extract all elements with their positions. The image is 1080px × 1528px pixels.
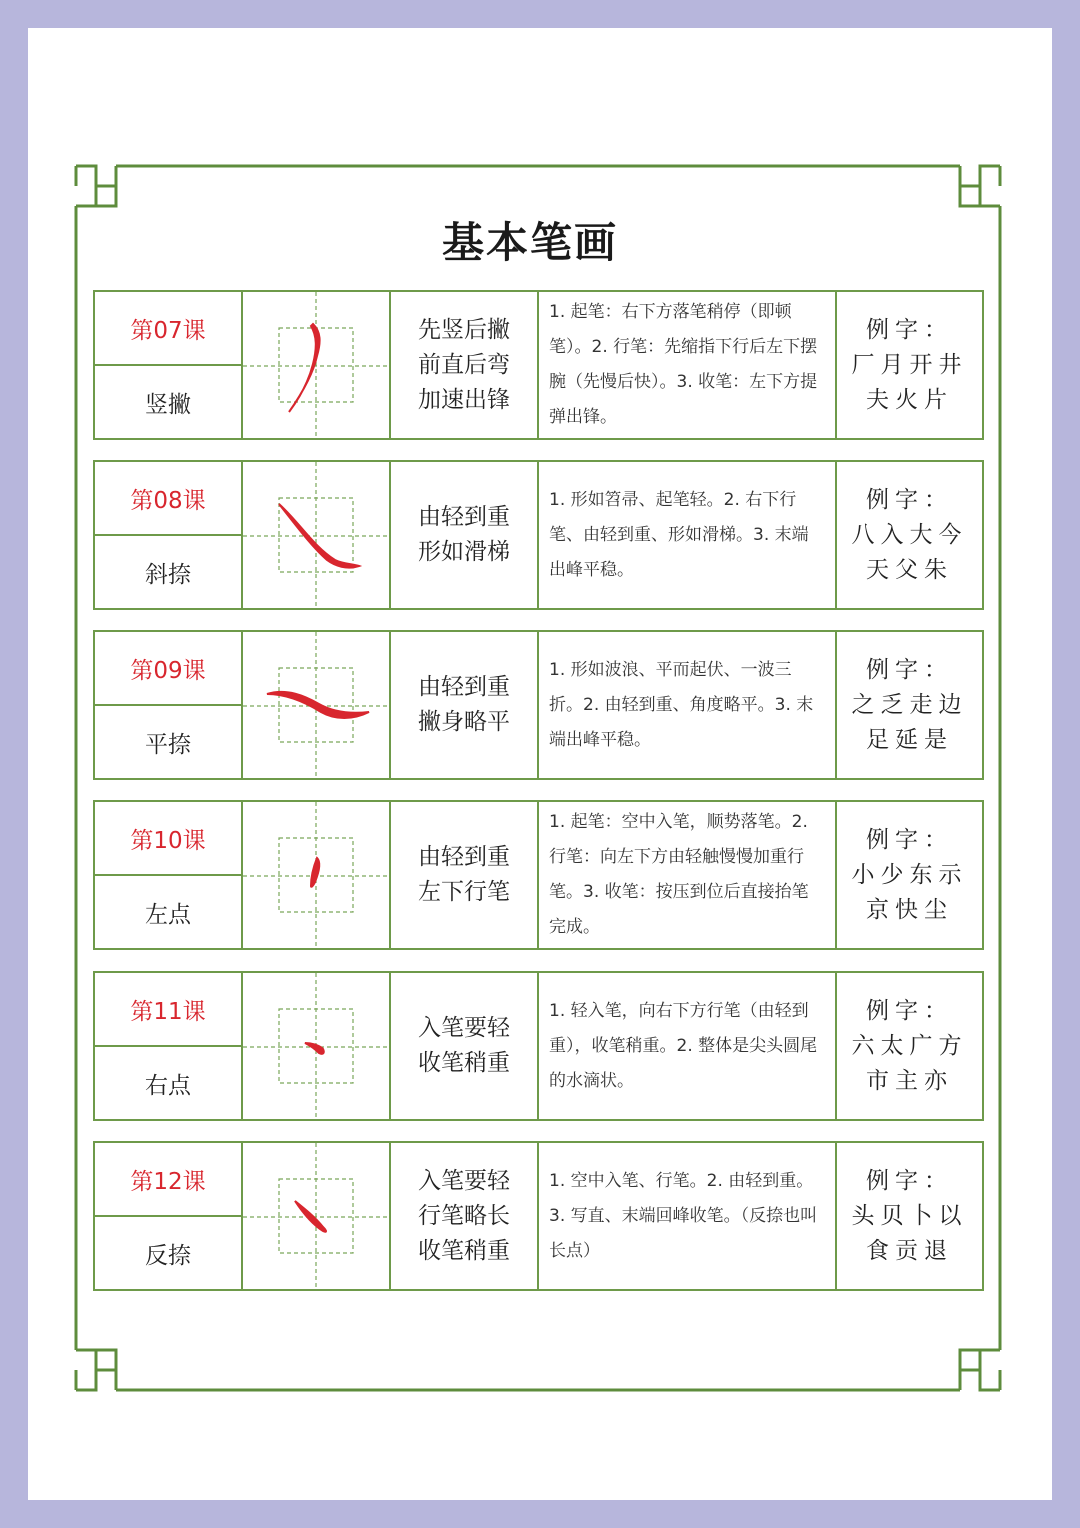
- stroke-practice-grid: [243, 802, 391, 948]
- lesson-number: 第08课: [95, 462, 241, 536]
- examples-cell: [837, 973, 982, 1119]
- example-label: 例字：: [866, 656, 953, 683]
- description-text: 1. 形如笤帚、起笔轻。2. 右下行笔、由轻到重、形如滑梯。3. 末端出峰平稳。: [549, 489, 809, 580]
- stroke-practice-grid: [243, 292, 391, 438]
- description-cell: [539, 292, 837, 438]
- tips-cell: [391, 802, 539, 948]
- example-chars: 市主亦: [866, 1067, 953, 1094]
- tips-cell: [391, 973, 539, 1119]
- lesson-row-08: [93, 460, 984, 610]
- page-title: 基本笔画: [441, 218, 618, 267]
- tip-line: 由轻到重: [418, 674, 510, 700]
- description-text: 1. 起笔：空中入笔，顺势落笔。2. 行笔：向左下方由轻触慢慢加重行笔。3. 收笔：按压到位后直接抬笔完成。: [549, 812, 809, 937]
- examples-cell: [837, 632, 982, 778]
- examples-cell: [837, 1143, 982, 1289]
- stroke-illustration: [243, 1143, 389, 1289]
- tips-cell: [391, 632, 539, 778]
- tip-line: 收笔稍重: [418, 1237, 510, 1264]
- lesson-name-cell: [95, 462, 243, 608]
- description-cell: [539, 632, 837, 778]
- description-text: 1. 起笔：右下方落笔稍停（即顿笔）。2. 行笔：先缩指下行后左下摆腕（先慢后快）。3. 收笔：左下方提弹出锋。: [549, 302, 818, 427]
- examples-cell: [837, 292, 982, 438]
- lesson-row-07: [93, 290, 984, 440]
- tip-line: 先竖后撇: [418, 316, 510, 343]
- lesson-number: 第10课: [95, 802, 241, 876]
- lesson-row-09: [93, 630, 984, 780]
- tip-line: 形如滑梯: [418, 539, 510, 565]
- example-chars: 天父朱: [866, 556, 953, 583]
- example-chars: 京快尘: [866, 896, 953, 923]
- example-chars: 小少东示: [851, 861, 968, 888]
- tip-line: 左下行笔: [418, 879, 510, 905]
- examples-cell: [837, 462, 982, 608]
- tip-line: 由轻到重: [418, 504, 510, 530]
- stroke-practice-grid: [243, 1143, 391, 1289]
- example-label: 例字：: [866, 316, 953, 343]
- lesson-number: 第11课: [95, 973, 241, 1047]
- examples-cell: [837, 802, 982, 948]
- description-cell: [539, 802, 837, 948]
- stroke-illustration: [243, 462, 389, 608]
- stroke-name: 右点: [145, 1072, 191, 1099]
- lesson-number: 第09课: [95, 632, 241, 706]
- stroke-illustration: [243, 292, 389, 438]
- example-chars: 食贡退: [866, 1237, 953, 1264]
- example-chars: 夫火片: [866, 386, 953, 413]
- stroke-name: 斜捺: [145, 561, 191, 588]
- stroke-illustration: [243, 632, 389, 778]
- lesson-row-11: [93, 971, 984, 1121]
- lesson-name-cell: [95, 802, 243, 948]
- example-label: 例字：: [866, 486, 953, 513]
- tip-line: 行笔略长: [418, 1202, 510, 1229]
- description-cell: [539, 973, 837, 1119]
- description-cell: [539, 1143, 837, 1289]
- lesson-name-cell: [95, 1143, 243, 1289]
- lesson-row-10: [93, 800, 984, 950]
- description-text: 1. 空中入笔、行笔。2. 由轻到重。3. 写直、末端回峰收笔。（反捺也叫长点）: [549, 1170, 818, 1261]
- example-chars: 头贝卜以: [851, 1202, 968, 1229]
- tip-line: 由轻到重: [418, 844, 510, 870]
- example-label: 例字：: [866, 1167, 953, 1194]
- stroke-illustration: [243, 973, 389, 1119]
- tip-line: 加速出锋: [418, 386, 510, 413]
- stroke-practice-grid: [243, 462, 391, 608]
- example-chars: 八入大今: [851, 521, 968, 548]
- lesson-name-cell: [95, 632, 243, 778]
- example-chars: 之乏走边: [851, 691, 968, 718]
- stroke-name: 平捺: [145, 731, 191, 758]
- tip-line: 入笔要轻: [418, 1167, 510, 1194]
- stroke-practice-grid: [243, 973, 391, 1119]
- tip-line: 撇身略平: [418, 709, 510, 735]
- example-chars: 六太广方: [851, 1032, 968, 1059]
- description-text: 1. 轻入笔，向右下方行笔（由轻到重），收笔稍重。2. 整体是尖头圆尾的水滴状。: [549, 1000, 818, 1091]
- example-label: 例字：: [866, 826, 953, 853]
- tip-line: 入笔要轻: [418, 1015, 510, 1041]
- lesson-name-cell: [95, 292, 243, 438]
- stroke-name: 竖撇: [145, 391, 191, 418]
- stroke-name: 左点: [145, 901, 191, 928]
- tips-cell: [391, 292, 539, 438]
- stroke-name: 反捺: [145, 1242, 191, 1269]
- tips-cell: [391, 462, 539, 608]
- example-chars: 足延是: [866, 726, 953, 753]
- lesson-number: 第07课: [95, 292, 241, 366]
- lesson-number: 第12课: [95, 1143, 241, 1217]
- description-cell: [539, 462, 837, 608]
- stroke-illustration: [243, 802, 389, 948]
- tips-cell: [391, 1143, 539, 1289]
- lesson-row-12: [93, 1141, 984, 1291]
- lesson-name-cell: [95, 973, 243, 1119]
- tip-line: 收笔稍重: [418, 1050, 510, 1076]
- description-text: 1. 形如波浪、平而起伏、一波三折。2. 由轻到重、角度略平。3. 末端出峰平稳。: [549, 659, 814, 750]
- stroke-practice-grid: [243, 632, 391, 778]
- example-label: 例字：: [866, 997, 953, 1024]
- tip-line: 前直后弯: [418, 351, 510, 378]
- example-chars: 厂月开井: [851, 351, 968, 378]
